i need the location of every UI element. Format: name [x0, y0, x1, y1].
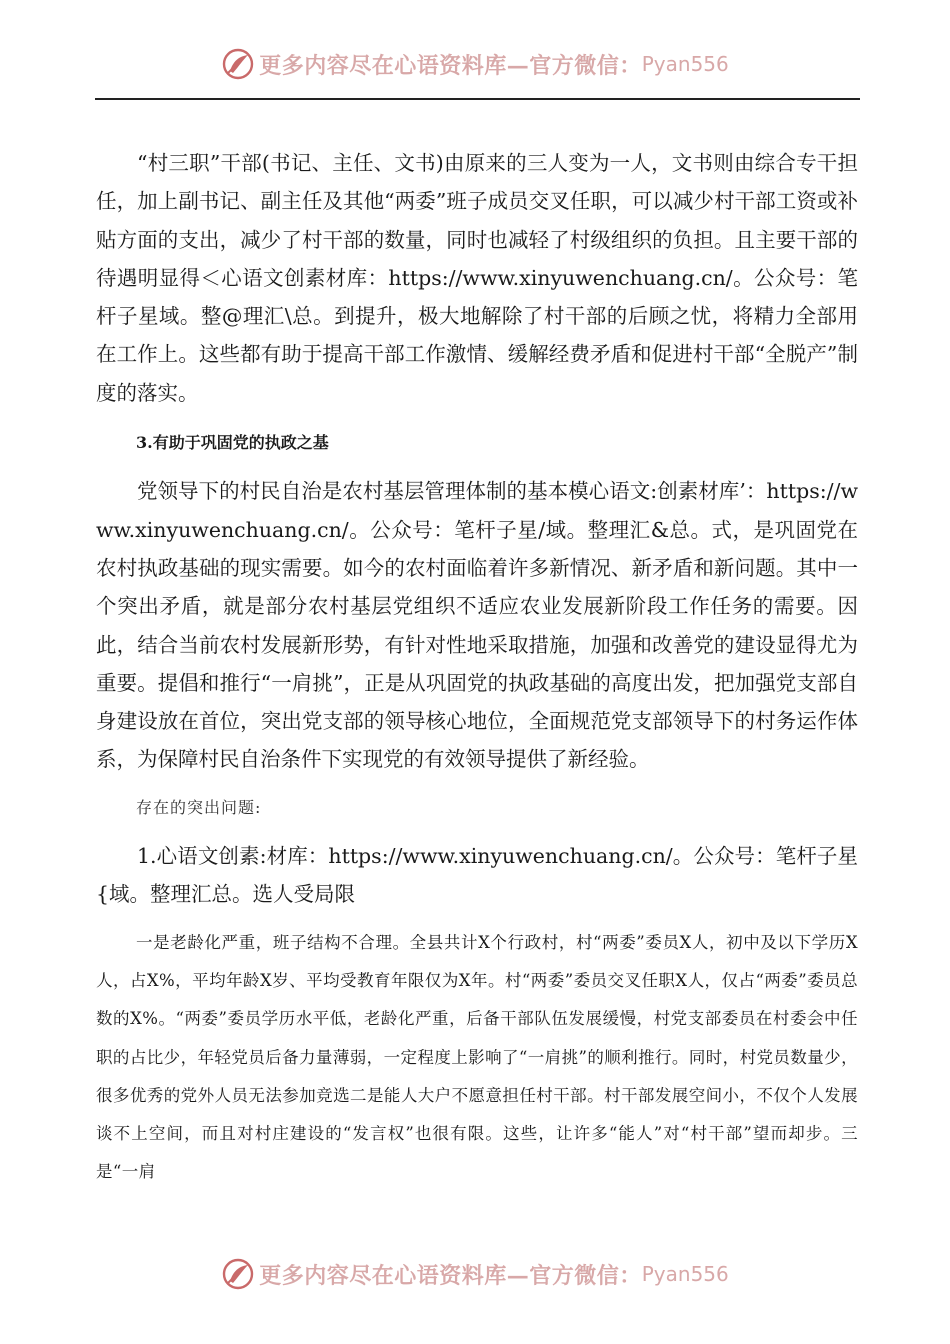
- header-divider: [95, 98, 860, 100]
- paragraph-2: 党领导下的村民自治是农村基层管理体制的基本模心语文:创素材库’：https://www.xinyuwenchuang.cn/。公众号：笔杆子星/域。整理汇&总。式，是巩固党在农村执政基础的现实需要。如今的农村面临着许多新情况、新矛盾和新问题。其中一个突出矛盾，就是部分农村基层党组织不适应农业发展新阶段工作任务的需要。因此，结合当前农村发展新形势，有针对性地采取措施，加强和改善党的建设显得尤为重要。提倡和推行“一肩挑”，正是从巩固党的执政基础的高度出发，把加强党支部自身建设放在首位，突出党支部的领导核心地位，全面规范党支部领导下的村务运作体系，为保障村民自治条件下实现党的有效领导提供了新经验。: [96, 479, 858, 772]
- paragraph-3: 1.心语文创素:材库：https://www.xinyuwenchuang.cn/。公众号：笔杆子星{域。整理汇总。选人受局限: [96, 844, 858, 907]
- paragraph-1: “村三职”干部(书记、主任、文书)由原来的三人变为一人，文书则由综合专干担任，加上副书记、副主任及其他“两委”班子成员交叉任职，可以减少村干部工资或补贴方面的支出，减少了村干部的数量，同时也减轻了村级组织的负担。且主要干部的待遇明显得＜心语文创素材库：https://www.xinyuwenchuang.cn/。公众号：笔杆子星域。整@理汇\总。到提升，极大地解除了村干部的后顾之忧，将精力全部用在工作上。这些都有助于提高干部工作激情、缓解经费矛盾和促进村干部“全脱产”制度的落实。: [96, 151, 858, 405]
- wechat-id: Pyan556: [641, 52, 729, 76]
- brand-logo-icon: [221, 1257, 255, 1291]
- footer-banner: [0, 1252, 950, 1296]
- banner-text: 更多内容尽在心语资料库—官方微信：: [259, 1262, 642, 1289]
- paragraph-4: 一是老龄化严重，班子结构不合理。全县共计X个行政村，村“两委”委员X人，初中及以下学历X人，占X%，平均年龄X岁、平均受教育年限仅为X年。村“两委”委员交叉任职X人，仅占“两委”委员总数的X%。“两委”委员学历水平低，老龄化严重，后备干部队伍发展缓慢，村党支部委员在村委会中任职的占比少，年轻党员后备力量薄弱，一定程度上影响了“一肩挑”的顺利推行。同时，村党员数量少，很多优秀的党外人员无法参加竞选二是能人大户不愿意担任村干部。村干部发展空间小，不仅个人发展谈不上空间，而且对村庄建设的“发言权”也很有限。这些，让许多“能人”对“村干部”望而却步。三是“一肩: [96, 932, 858, 1182]
- problems-label: 存在的突出问题:: [136, 797, 262, 817]
- banner-text: 更多内容尽在心语资料库—官方微信：: [259, 52, 642, 79]
- wechat-id: Pyan556: [641, 1262, 729, 1286]
- brand-logo-icon: [221, 47, 255, 81]
- section-heading-3: 3.有助于巩固党的执政之基: [136, 433, 329, 453]
- header-banner: [0, 42, 950, 86]
- document-body: [96, 144, 858, 1192]
